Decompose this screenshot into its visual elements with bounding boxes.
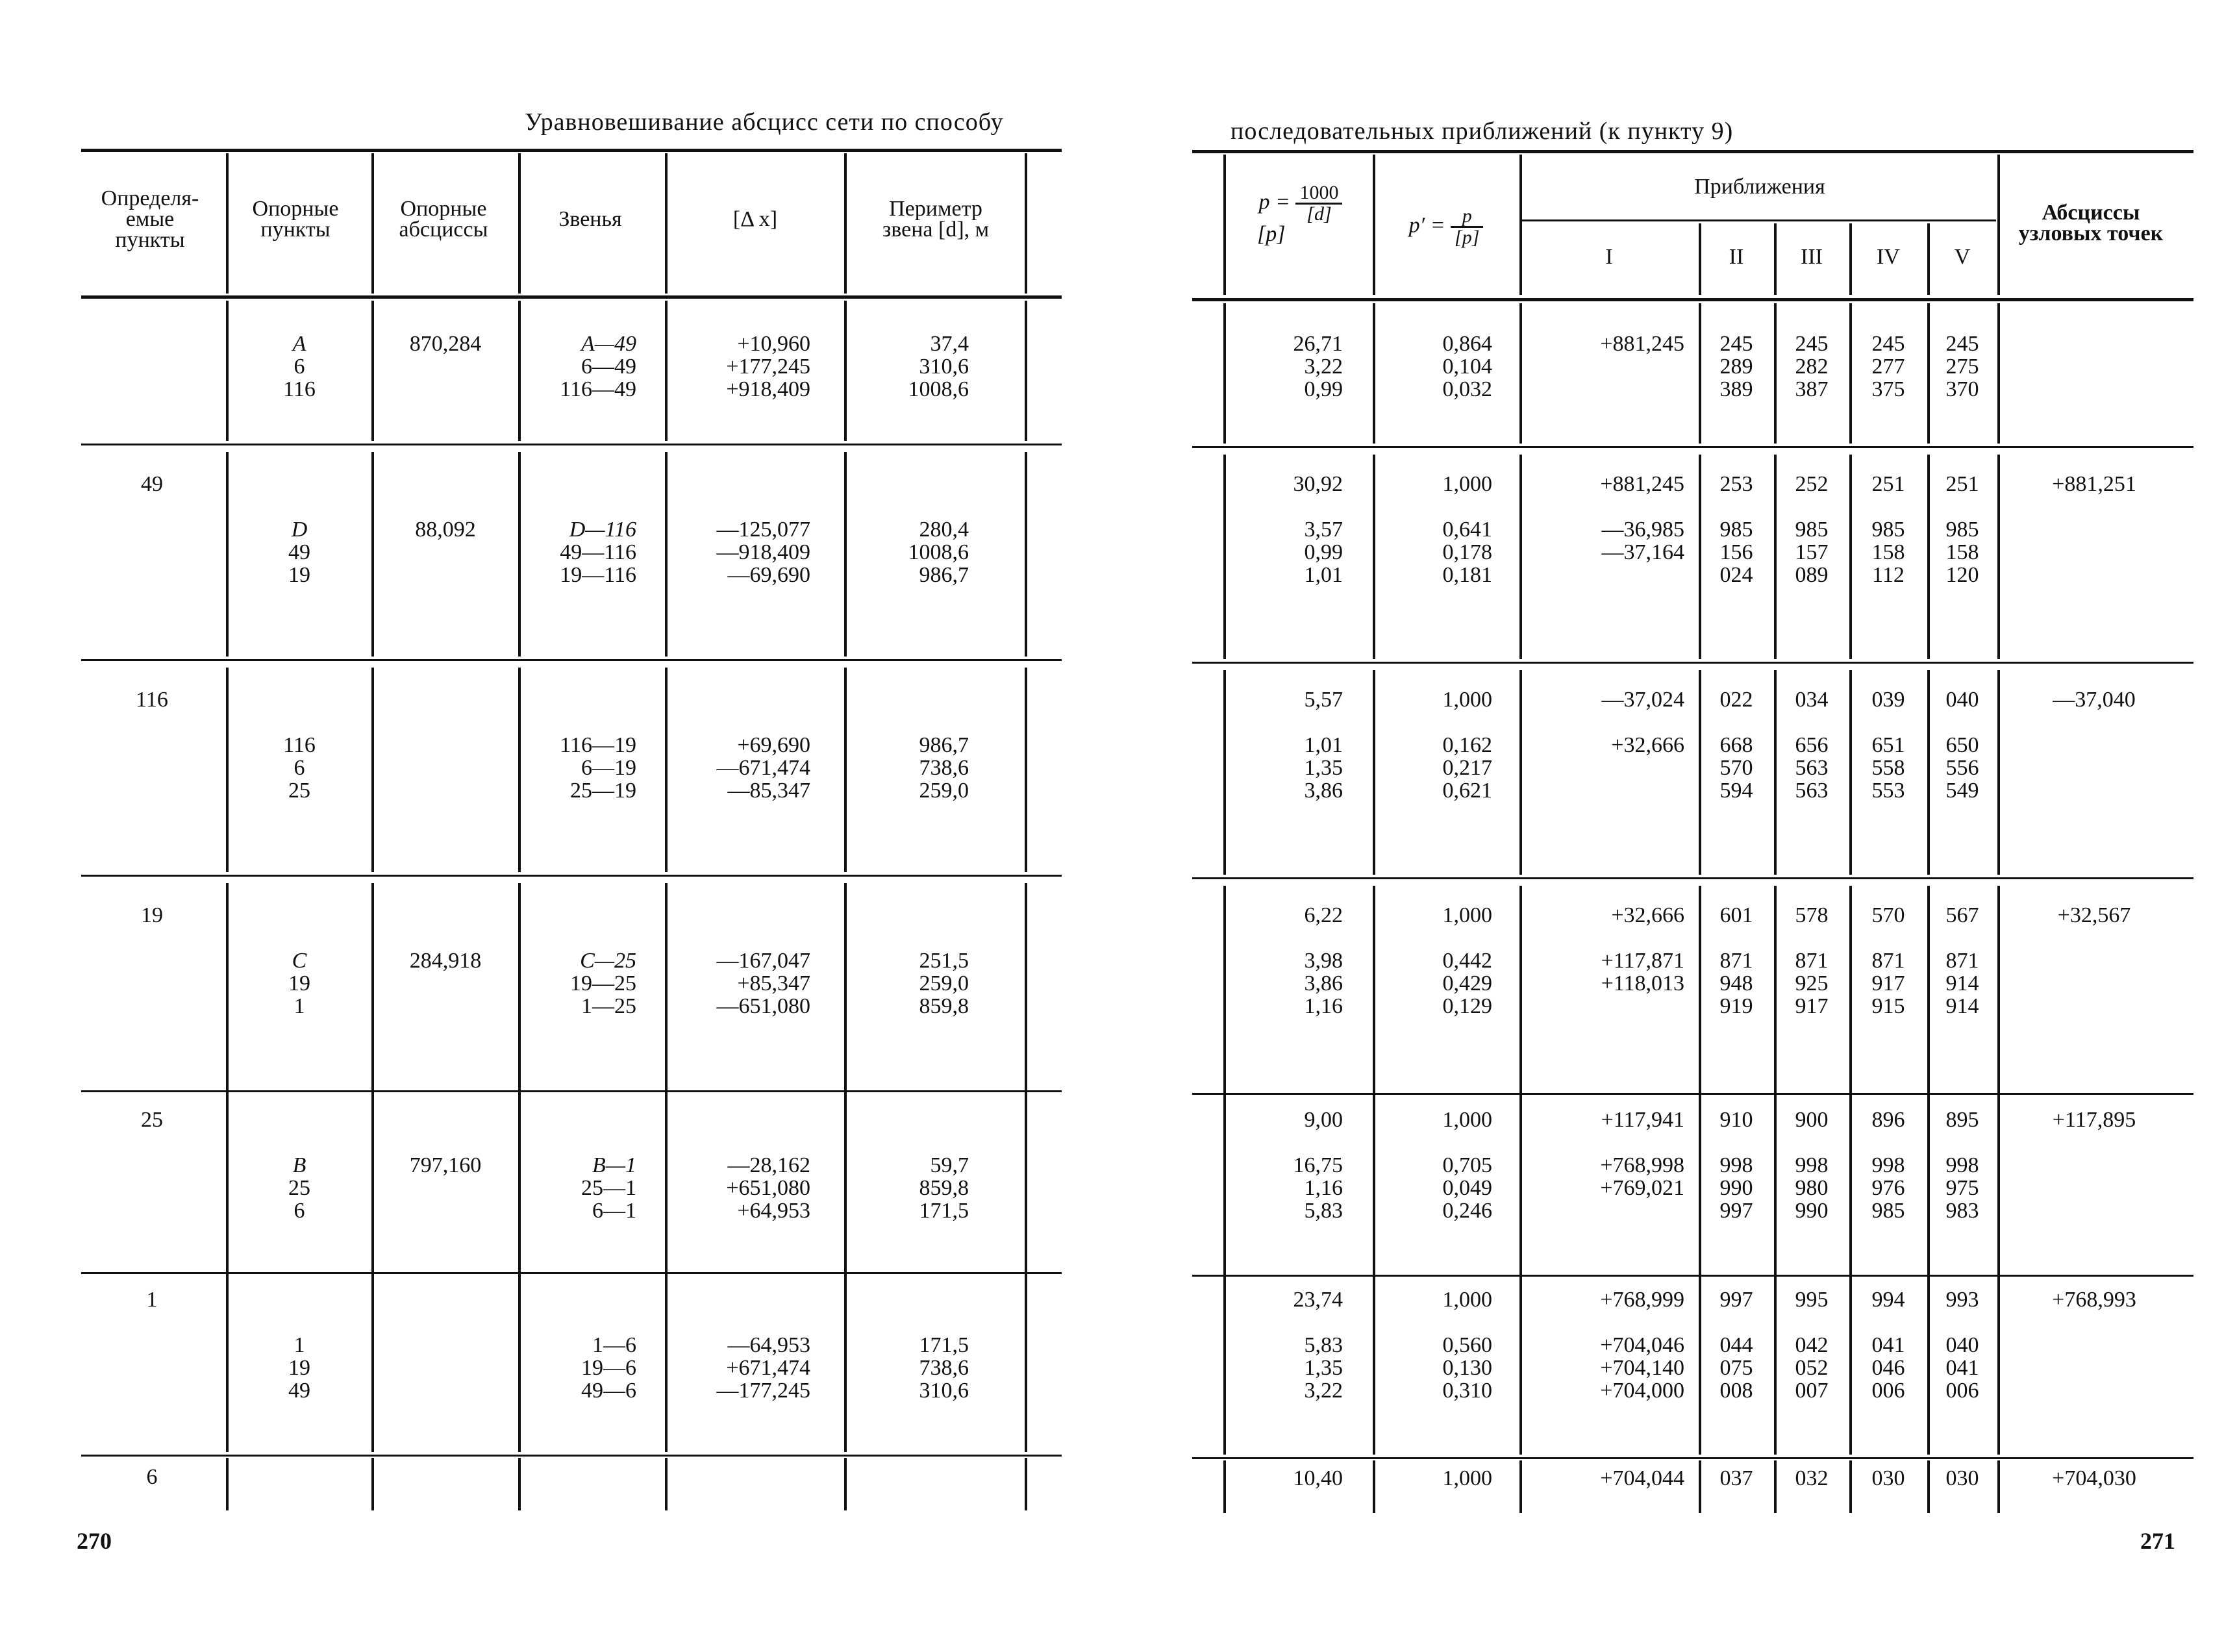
p-value-main: 30,92 bbox=[1293, 472, 1343, 496]
delta-x: —125,077 —918,409 —69,690 bbox=[716, 518, 810, 587]
line-text: C—25 bbox=[580, 949, 636, 973]
p-prime-value-main: 1,000 bbox=[1442, 1466, 1492, 1490]
approx-III-sub: 042 052 007 bbox=[1795, 1333, 1829, 1403]
approx-IV-main: 251 bbox=[1871, 472, 1905, 496]
header-p-formula bbox=[1226, 183, 1375, 245]
right-col-rule-header bbox=[1519, 155, 1522, 295]
right-rule-row bbox=[1192, 877, 2193, 879]
node-abscissa: +704,030 bbox=[2052, 1466, 2136, 1490]
p-value-main: 5,57 bbox=[1304, 688, 1343, 712]
line-text: 19 bbox=[288, 1356, 310, 1380]
approx-II-main: 037 bbox=[1719, 1466, 1753, 1490]
node-abscissa: +117,895 bbox=[2052, 1108, 2136, 1132]
right-page bbox=[1112, 0, 2224, 1652]
approx-V-main: 993 bbox=[1945, 1288, 1979, 1312]
approx-IV-main: 030 bbox=[1871, 1466, 1905, 1490]
left-col-rule bbox=[844, 452, 847, 657]
left-col-rule bbox=[371, 1088, 374, 1270]
header-approx-V-text: V bbox=[1954, 245, 1971, 269]
line-text: 6 bbox=[294, 756, 305, 780]
header-p-numerator: 1000 bbox=[1295, 183, 1342, 205]
approx-IV-main: 570 bbox=[1871, 903, 1905, 927]
approx-V-sub: 871 914 914 bbox=[1945, 949, 1979, 1018]
approx-II-main: 910 bbox=[1719, 1108, 1753, 1132]
header-determined bbox=[81, 188, 219, 251]
p-prime-value-sub: 0,641 0,178 0,181 bbox=[1442, 518, 1492, 587]
left-rule-row bbox=[81, 1455, 1062, 1457]
line-text: 1—25 bbox=[581, 994, 636, 1018]
approx-I-sub: +704,046 +704,140 +704,000 bbox=[1600, 1333, 1684, 1403]
header-support-abscissas bbox=[374, 199, 513, 240]
line-text: 25 bbox=[288, 779, 310, 803]
approx-II-sub: 998 990 997 bbox=[1719, 1153, 1753, 1223]
line-text: 19—116 bbox=[560, 563, 636, 587]
left-rule-row bbox=[81, 875, 1062, 877]
p-prime-value-sub: 0,162 0,217 0,621 bbox=[1442, 733, 1492, 803]
approx-I-main: +768,999 bbox=[1600, 1288, 1684, 1312]
p-value-main: 23,74 bbox=[1293, 1288, 1343, 1312]
header-delta-x bbox=[668, 209, 843, 230]
left-page-number: 270 bbox=[77, 1528, 112, 1554]
approx-II-main: 022 bbox=[1719, 688, 1753, 712]
approx-II-main: 601 bbox=[1719, 903, 1753, 927]
right-rule-row bbox=[1192, 298, 2193, 301]
left-col-rule-header bbox=[844, 153, 847, 294]
approx-IV-sub: 245 277 375 bbox=[1871, 332, 1905, 401]
header-approx-I-text: I bbox=[1605, 245, 1613, 269]
header-pprime-denominator: [p] bbox=[1455, 227, 1480, 248]
header-perimeter bbox=[848, 199, 1023, 240]
right-col-rule bbox=[1519, 303, 1522, 444]
support-points bbox=[229, 1334, 370, 1402]
approx-III-main: 032 bbox=[1795, 1466, 1829, 1490]
delta-x: —167,047 +85,347 —651,080 bbox=[716, 949, 810, 1018]
header-approx-IV bbox=[1849, 247, 1927, 268]
header-approx-II bbox=[1699, 247, 1774, 268]
approx-I-sub: +881,245 bbox=[1600, 332, 1684, 356]
approx-I-main: +117,941 bbox=[1601, 1108, 1684, 1132]
p-prime-value-main: 1,000 bbox=[1442, 472, 1492, 496]
p-prime-value-main: 1,000 bbox=[1442, 1288, 1492, 1312]
line-text: 25—1 bbox=[581, 1176, 636, 1200]
right-rule-row bbox=[1192, 662, 2193, 664]
header-approximations bbox=[1519, 177, 2000, 197]
support-abscissa: 870,284 bbox=[409, 332, 482, 356]
p-value-sub: 16,75 1,16 5,83 bbox=[1293, 1153, 1343, 1223]
line-text: 116 bbox=[283, 733, 316, 757]
line-text: 49 bbox=[288, 1379, 310, 1403]
approx-III-main: 995 bbox=[1795, 1288, 1829, 1312]
line-text: C bbox=[292, 949, 307, 973]
delta-x: +69,690 —671,474 —85,347 bbox=[716, 733, 810, 803]
left-col-rule bbox=[371, 452, 374, 657]
header-support-points bbox=[229, 199, 362, 240]
determined-point: 6 bbox=[146, 1465, 158, 1489]
approx-IV-sub: 651 558 553 bbox=[1871, 733, 1905, 803]
support-abscissa: 797,160 bbox=[409, 1153, 482, 1177]
approx-IV-main: 896 bbox=[1871, 1108, 1905, 1132]
node-abscissa: +881,251 bbox=[2052, 472, 2136, 496]
determined-point: 116 bbox=[136, 688, 168, 712]
approx-I-main: +32,666 bbox=[1611, 903, 1684, 927]
approx-V-sub: 040 041 006 bbox=[1945, 1333, 1979, 1403]
perimeter: 59,7 859,8 171,5 bbox=[919, 1153, 969, 1223]
approx-II-sub: 871 948 919 bbox=[1719, 949, 1753, 1018]
approx-IV-sub: 998 976 985 bbox=[1871, 1153, 1905, 1223]
line-text: 19—25 bbox=[570, 971, 636, 995]
approx-III-sub: 871 925 917 bbox=[1795, 949, 1829, 1018]
right-rule-row bbox=[1192, 1093, 2193, 1095]
right-page-title: последовательных приближений (к пункту 9) bbox=[1231, 118, 1734, 145]
perimeter: 251,5 259,0 859,8 bbox=[919, 949, 969, 1018]
approx-V-main: 895 bbox=[1945, 1108, 1979, 1132]
line-text: 116—49 bbox=[560, 377, 636, 401]
line-text: 1 bbox=[294, 1333, 305, 1357]
left-rule-top bbox=[81, 149, 1062, 152]
left-col-rule bbox=[1025, 883, 1027, 1088]
node-abscissa: —37,040 bbox=[2053, 688, 2136, 712]
header-approx-V bbox=[1927, 247, 1997, 268]
approx-II-main: 253 bbox=[1719, 472, 1753, 496]
determined-point: 25 bbox=[141, 1108, 163, 1132]
line-text: 116—19 bbox=[560, 733, 636, 757]
line-text: 19—6 bbox=[581, 1356, 636, 1380]
header-pprime-numerator: p bbox=[1451, 206, 1483, 228]
p-value-main: 10,40 bbox=[1293, 1466, 1343, 1490]
approx-II-sub: 668 570 594 bbox=[1719, 733, 1753, 803]
approx-I-sub: +32,666 bbox=[1611, 733, 1684, 757]
header-approx-I bbox=[1519, 247, 1699, 268]
left-col-rule bbox=[1025, 1458, 1027, 1510]
left-col-rule bbox=[1025, 1088, 1027, 1270]
node-abscissa: +768,993 bbox=[2052, 1288, 2136, 1312]
perimeter: 37,4 310,6 1008,6 bbox=[908, 332, 969, 401]
p-value-sub: 1,01 1,35 3,86 bbox=[1304, 733, 1343, 803]
links bbox=[521, 949, 636, 1018]
left-col-rule bbox=[371, 1268, 374, 1452]
left-col-rule bbox=[518, 1458, 521, 1510]
header-determined-text: Определя- емые пункты bbox=[101, 186, 199, 252]
left-col-rule-header bbox=[1025, 153, 1027, 294]
approx-IV-main: 039 bbox=[1871, 688, 1905, 712]
approx-V-main: 251 bbox=[1945, 472, 1979, 496]
left-page-title: Уравновешивание абсцисс сети по способу bbox=[525, 108, 1004, 136]
p-prime-value-main: 1,000 bbox=[1442, 688, 1492, 712]
approx-III-sub: 998 980 990 bbox=[1795, 1153, 1829, 1223]
left-col-rule bbox=[371, 301, 374, 441]
p-prime-value-main: 1,000 bbox=[1442, 1108, 1492, 1132]
left-col-rule bbox=[844, 1458, 847, 1510]
left-col-rule bbox=[844, 668, 847, 872]
header-links-text: Звенья bbox=[558, 207, 622, 231]
delta-x: —64,953 +671,474 —177,245 bbox=[716, 1333, 810, 1403]
p-prime-value-sub: 0,442 0,429 0,129 bbox=[1442, 949, 1492, 1018]
approx-III-main: 034 bbox=[1795, 688, 1829, 712]
approx-V-sub: 985 158 120 bbox=[1945, 518, 1979, 587]
line-text: B bbox=[292, 1153, 306, 1177]
header-delta-x-text: [Δ x] bbox=[732, 207, 778, 231]
p-value-sub: 3,98 3,86 1,16 bbox=[1304, 949, 1343, 1018]
links bbox=[521, 332, 636, 401]
header-p-lhs: p = bbox=[1258, 190, 1290, 214]
header-pprime-lhs: p′ = bbox=[1408, 213, 1445, 238]
delta-x: +10,960 +177,245 +918,409 bbox=[726, 332, 810, 401]
approx-III-sub: 985 157 089 bbox=[1795, 518, 1829, 587]
approx-V-sub: 650 556 549 bbox=[1945, 733, 1979, 803]
approx-V-main: 040 bbox=[1945, 688, 1979, 712]
perimeter: 280,4 1008,6 986,7 bbox=[908, 518, 969, 587]
header-approx-II-text: II bbox=[1729, 245, 1744, 269]
approx-II-sub: 985 156 024 bbox=[1719, 518, 1753, 587]
header-node-abscissas-text: Абсциссы узловых точек bbox=[2018, 201, 2164, 245]
left-col-rule bbox=[844, 1268, 847, 1452]
delta-x: —28,162 +651,080 +64,953 bbox=[726, 1153, 810, 1223]
line-text: A—49 bbox=[581, 332, 636, 356]
approx-I-main: +704,044 bbox=[1600, 1466, 1684, 1490]
header-links bbox=[521, 209, 660, 230]
header-p-under: [p] bbox=[1257, 222, 1286, 246]
left-col-rule bbox=[844, 1088, 847, 1270]
approx-V-main: 567 bbox=[1945, 903, 1979, 927]
approx-V-main: 030 bbox=[1945, 1466, 1979, 1490]
header-approx-III bbox=[1774, 247, 1849, 268]
approx-IV-sub: 985 158 112 bbox=[1871, 518, 1905, 587]
p-value-sub: 26,71 3,22 0,99 bbox=[1293, 332, 1343, 401]
support-points bbox=[229, 518, 370, 586]
approx-III-main: 578 bbox=[1795, 903, 1829, 927]
support-abscissa: 284,918 bbox=[409, 949, 482, 973]
left-col-rule bbox=[371, 1458, 374, 1510]
right-rule-row bbox=[1192, 1457, 2193, 1459]
left-rule-row bbox=[81, 295, 1062, 299]
approx-I-main: —37,024 bbox=[1601, 688, 1684, 712]
line-text: 6 bbox=[294, 1199, 305, 1223]
links bbox=[521, 518, 636, 586]
approx-I-sub: +117,871 +118,013 bbox=[1601, 949, 1684, 995]
determined-point: 49 bbox=[141, 472, 163, 496]
line-text: 6—49 bbox=[581, 355, 636, 379]
approx-I-sub: —36,985 —37,164 bbox=[1601, 518, 1684, 564]
line-text: 49 bbox=[288, 540, 310, 564]
links bbox=[521, 1334, 636, 1402]
support-points bbox=[229, 949, 370, 1018]
right-rule-top bbox=[1192, 150, 2193, 153]
perimeter: 171,5 738,6 310,6 bbox=[919, 1333, 969, 1403]
header-p-denominator: [d] bbox=[1306, 203, 1332, 225]
left-col-rule bbox=[1025, 1268, 1027, 1452]
links bbox=[521, 1154, 636, 1222]
p-prime-value-sub: 0,864 0,104 0,032 bbox=[1442, 332, 1492, 401]
header-approx-III-text: III bbox=[1801, 245, 1823, 269]
left-col-rule bbox=[226, 1458, 229, 1510]
support-points bbox=[229, 1154, 370, 1222]
left-rule-row bbox=[81, 444, 1062, 445]
left-col-rule bbox=[371, 883, 374, 1088]
p-value-main: 6,22 bbox=[1304, 903, 1343, 927]
approx-I-sub: +768,998 +769,021 bbox=[1600, 1153, 1684, 1200]
line-text: A bbox=[292, 332, 306, 356]
right-page-number: 271 bbox=[2140, 1528, 2175, 1554]
line-text: 6 bbox=[294, 355, 305, 379]
line-text: 6—19 bbox=[581, 756, 636, 780]
line-text: D bbox=[291, 518, 308, 542]
approx-IV-main: 994 bbox=[1871, 1288, 1905, 1312]
header-approx-IV-text: IV bbox=[1877, 245, 1900, 269]
header-approximations-text: Приближения bbox=[1694, 175, 1825, 199]
left-col-rule bbox=[844, 301, 847, 441]
p-prime-value-sub: 0,560 0,130 0,310 bbox=[1442, 1333, 1492, 1403]
header-pprime-formula bbox=[1374, 206, 1518, 247]
approx-I-main: +881,245 bbox=[1600, 472, 1684, 496]
approx-IV-sub: 041 046 006 bbox=[1871, 1333, 1905, 1403]
line-text: 49—6 bbox=[581, 1379, 636, 1403]
perimeter: 986,7 738,6 259,0 bbox=[919, 733, 969, 803]
header-node-abscissas bbox=[1997, 203, 2184, 244]
right-rule-approx bbox=[1522, 219, 1996, 221]
line-text: 19 bbox=[288, 971, 310, 995]
line-text: 1—6 bbox=[592, 1333, 636, 1357]
approx-II-sub: 245 289 389 bbox=[1719, 332, 1753, 401]
line-text: 1 bbox=[294, 994, 305, 1018]
left-rule-row bbox=[81, 659, 1062, 661]
left-col-rule bbox=[1025, 452, 1027, 657]
approx-V-sub: 998 975 983 bbox=[1945, 1153, 1979, 1223]
p-prime-value-sub: 0,705 0,049 0,246 bbox=[1442, 1153, 1492, 1223]
header-pprime-fraction bbox=[1451, 206, 1483, 247]
approx-III-sub: 656 563 563 bbox=[1795, 733, 1829, 803]
determined-point: 19 bbox=[141, 903, 163, 927]
p-value-sub: 5,83 1,35 3,22 bbox=[1304, 1333, 1343, 1403]
approx-III-main: 900 bbox=[1795, 1108, 1829, 1132]
line-text: D—116 bbox=[569, 518, 636, 542]
approx-IV-sub: 871 917 915 bbox=[1871, 949, 1905, 1018]
approx-III-sub: 245 282 387 bbox=[1795, 332, 1829, 401]
support-abscissa: 88,092 bbox=[415, 518, 476, 542]
line-text: 19 bbox=[288, 563, 310, 587]
node-abscissa: +32,567 bbox=[2057, 903, 2131, 927]
header-perimeter-text: Периметр звена [d], м bbox=[882, 197, 990, 242]
left-col-rule bbox=[844, 883, 847, 1088]
p-value-main: 9,00 bbox=[1304, 1108, 1343, 1132]
p-value-sub: 3,57 0,99 1,01 bbox=[1304, 518, 1343, 587]
approx-II-sub: 044 075 008 bbox=[1719, 1333, 1753, 1403]
support-points bbox=[229, 734, 370, 802]
line-text: 116 bbox=[283, 377, 316, 401]
approx-II-main: 997 bbox=[1719, 1288, 1753, 1312]
support-points bbox=[229, 332, 370, 401]
line-text: 49—116 bbox=[560, 540, 636, 564]
approx-V-sub: 245 275 370 bbox=[1945, 332, 1979, 401]
line-text: 25—19 bbox=[570, 779, 636, 803]
line-text: 25 bbox=[288, 1176, 310, 1200]
right-rule-row bbox=[1192, 446, 2193, 448]
determined-point: 1 bbox=[146, 1288, 158, 1312]
line-text: 6—1 bbox=[592, 1199, 636, 1223]
left-col-rule bbox=[1025, 668, 1027, 872]
p-prime-value-main: 1,000 bbox=[1442, 903, 1492, 927]
links bbox=[521, 734, 636, 802]
header-p-fraction bbox=[1295, 183, 1342, 224]
left-col-rule bbox=[371, 668, 374, 872]
left-col-rule bbox=[665, 1458, 668, 1510]
header-support-abscissas-text: Опорные абсциссы bbox=[399, 197, 488, 242]
approx-III-main: 252 bbox=[1795, 472, 1829, 496]
line-text: B—1 bbox=[592, 1153, 636, 1177]
right-rule-row bbox=[1192, 1275, 2193, 1277]
left-col-rule bbox=[1025, 301, 1027, 441]
header-support-points-text: Опорные пункты bbox=[252, 197, 339, 242]
right-col-rule bbox=[1997, 303, 2000, 444]
